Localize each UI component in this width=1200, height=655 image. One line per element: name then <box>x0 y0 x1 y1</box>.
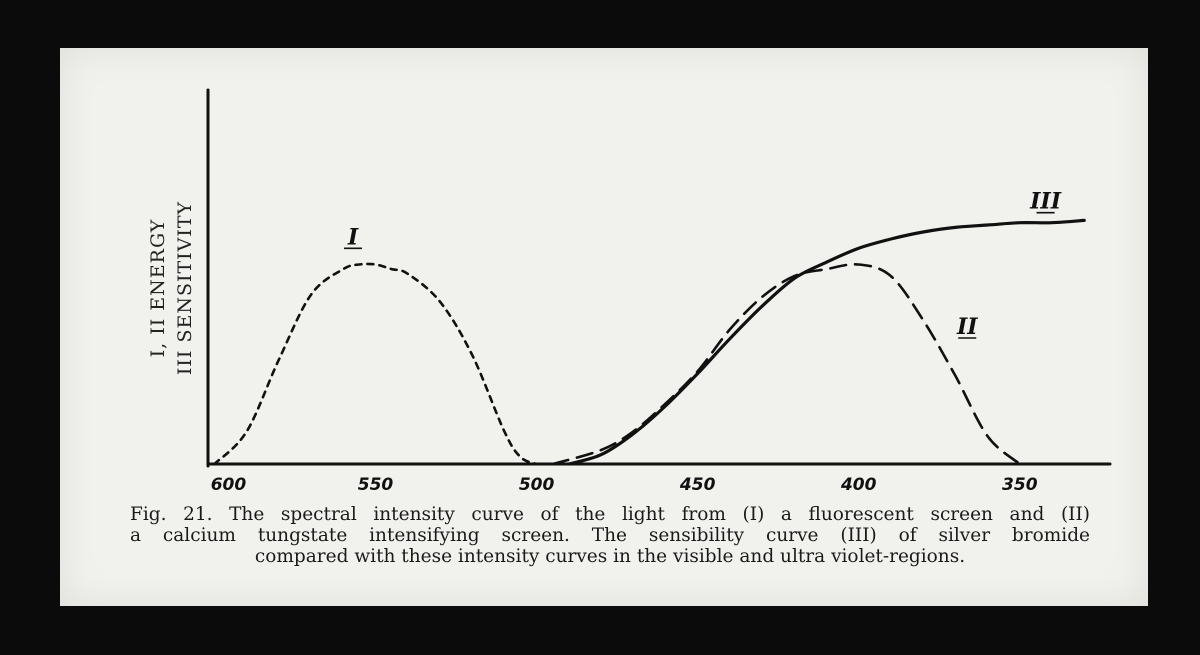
slide-panel <box>60 48 1148 606</box>
x-tick-label-450: 450 <box>679 475 716 495</box>
series-line-III <box>569 220 1084 464</box>
caption-line-3: compared with these intensity curves in the visible and ultra violet-regions. <box>254 546 966 567</box>
curve-label-II: II <box>956 314 978 340</box>
x-tick-label-350: 350 <box>1002 475 1038 495</box>
x-tick-label-550: 550 <box>357 475 394 495</box>
x-tick-label-500: 500 <box>518 475 555 495</box>
curve-labels <box>344 189 1062 340</box>
curve-label-III: III <box>1030 188 1062 215</box>
series-line-II <box>553 264 1020 464</box>
series-line-I <box>214 264 536 464</box>
chart-series <box>214 220 1084 464</box>
x-axis-ticks <box>211 475 1038 495</box>
x-tick-label-400: 400 <box>840 475 877 495</box>
y-label-line-2: III SENSITIVITY <box>174 200 196 376</box>
y-axis-label <box>147 201 196 375</box>
curve-label-I: I <box>347 224 359 251</box>
figure-caption <box>130 504 1090 567</box>
caption-line-2: a calcium tungstate intensifying screen. The sensibility curve (III) of silver bromide <box>130 525 1090 546</box>
x-tick-label-600: 600 <box>210 475 247 495</box>
caption-line-1: Fig. 21. The spectral intensity curve of the light from (I) a fluorescent screen and (II) <box>130 504 1090 525</box>
spectral-chart <box>60 48 1148 508</box>
y-label-line-1: I, II ENERGY <box>147 218 169 358</box>
